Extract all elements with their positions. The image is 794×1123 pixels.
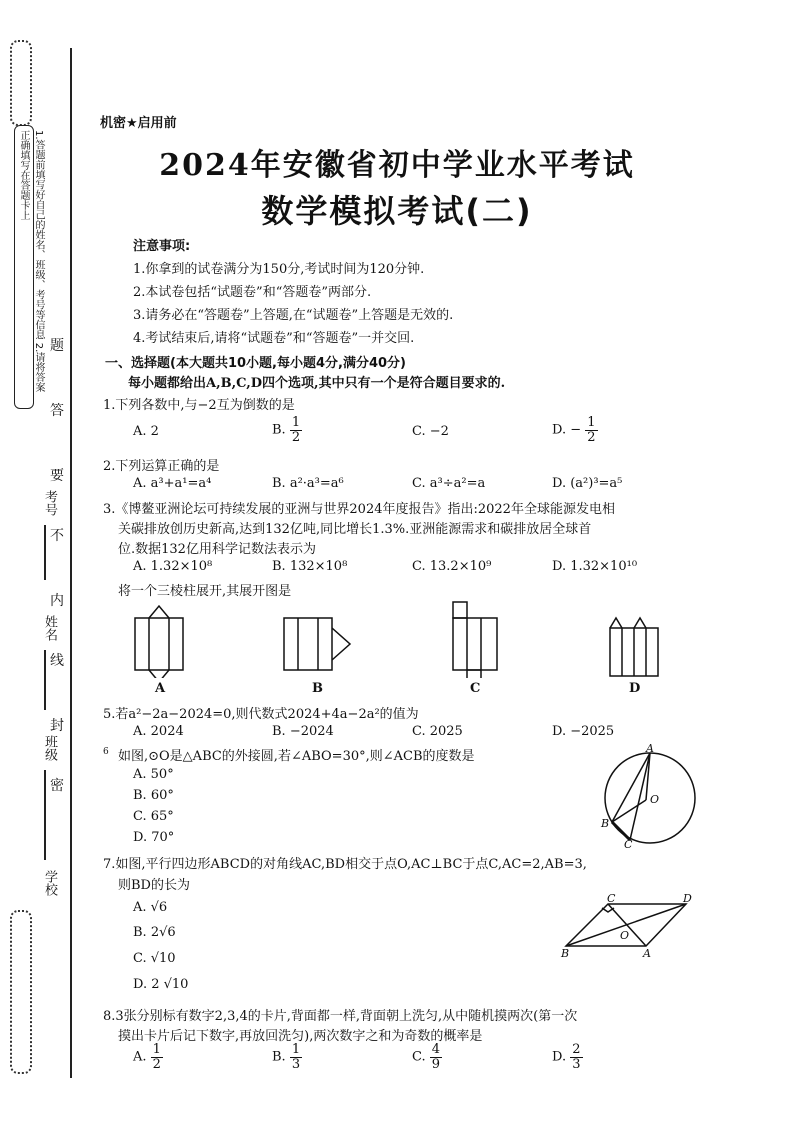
q8-option-d — [552, 1043, 583, 1071]
notice-item: 2.本试卷包括“试题卷”和“答题卷”两部分. — [133, 285, 372, 300]
denominator: 9 — [431, 1056, 441, 1072]
q2-option-a: A. a³+a¹=a⁴ — [133, 476, 212, 491]
prism-nets-figure — [0, 598, 794, 678]
q2-option-b: B. a²·a³=a⁶ — [272, 476, 344, 491]
q3-option-d: D. 1.32×10¹⁰ — [552, 559, 638, 574]
chain-decoration-top — [10, 40, 32, 126]
numerator: 1 — [291, 1042, 301, 1057]
net-label-d: D — [629, 681, 641, 696]
q8-option-c — [412, 1043, 442, 1071]
confidential-mark: 机密★启用前 — [100, 116, 177, 131]
net-b — [284, 618, 350, 670]
point-label: O — [650, 793, 660, 806]
question-6-stem: 如图,⊙O是△ABC的外接圆,若∠ABO=30°,则∠ACB的度数是 — [118, 749, 475, 764]
fraction — [570, 1043, 582, 1071]
question-1-stem: 1.下列各数中,与−2互为倒数的是 — [103, 398, 295, 413]
seal-char: 答 — [50, 403, 64, 419]
q1-option-d — [552, 416, 598, 444]
notice-item: 4.考试结束后,请将“试题卷”和“答题卷”一并交回. — [133, 331, 415, 346]
q5-option-b: B. −2024 — [272, 724, 334, 739]
question-8-stem: 8.3张分别标有数字2,3,4的卡片,背面都一样,背面朝上洗匀,从中随机摸两次(第一次 — [103, 1009, 578, 1024]
side-note: 1.答题前填写好自己的姓名、班级、考号等信息 2.请将答案正确填写在答题卡上 — [18, 130, 44, 393]
point-label: A — [643, 947, 651, 960]
notice-item: 1.你拿到的试卷满分为150分,考试时间为120分钟. — [133, 262, 425, 277]
question-3-stem: 3.《博鳌亚洲论坛可持续发展的亚洲与世界2024年度报告》指出:2022年全球能源发电相 — [103, 502, 615, 517]
seal-char: 不 — [50, 528, 64, 544]
parallelogram-figure — [558, 898, 708, 958]
q8-option-b — [272, 1043, 302, 1071]
q7-option-a: A. √6 — [133, 900, 168, 915]
point-label: D — [683, 892, 692, 905]
numerator: 2 — [572, 1042, 581, 1057]
q3-option-a: A. 1.32×10⁸ — [133, 559, 213, 574]
seal-char: 线 — [50, 653, 64, 669]
q8-option-a — [133, 1043, 163, 1071]
point-label: O — [620, 929, 630, 942]
q1-option-b — [272, 416, 302, 444]
notice-heading: 注意事项: — [133, 239, 191, 254]
q5-option-c: C. 2025 — [412, 724, 463, 739]
field-name: 姓名 — [42, 615, 57, 641]
numerator: 4 — [431, 1042, 441, 1057]
exam-subtitle: 数学模拟考试(二) — [261, 192, 533, 230]
net-a — [135, 606, 183, 678]
question-3-stem: 关碳排放创历史新高,达到132亿吨,同比增长1.3%.亚洲能源需求和碳排放居全球首 — [118, 522, 592, 537]
field-line — [44, 770, 46, 860]
question-3-stem: 位.数据132亿用科学记数法表示为 — [118, 542, 316, 557]
option-label: B. — [272, 422, 286, 438]
numerator: 1 — [291, 415, 301, 430]
option-label: C. — [412, 1049, 426, 1065]
option-label: D. — [552, 1049, 567, 1065]
point-label: C — [624, 838, 633, 851]
point-label: B — [601, 817, 610, 830]
q6-option-a: A. 50° — [133, 767, 174, 782]
q1-option-c: C. −2 — [412, 424, 449, 439]
seal-char: 封 — [50, 718, 64, 734]
q6-option-d: D. 70° — [133, 830, 175, 845]
numerator: 1 — [587, 415, 596, 430]
denominator: 3 — [572, 1056, 581, 1072]
net-d — [610, 618, 658, 676]
field-line — [44, 525, 46, 580]
q7-option-d: D. 2 √10 — [133, 977, 189, 992]
q3-option-b: B. 132×10⁸ — [272, 559, 348, 574]
seal-char: 密 — [50, 778, 64, 794]
fraction — [151, 1043, 163, 1071]
question-6-number: 6 — [103, 747, 109, 757]
fraction — [585, 416, 597, 444]
q5-option-d: D. −2025 — [552, 724, 615, 739]
q5-option-a: A. 2024 — [133, 724, 184, 739]
denominator: 2 — [152, 1056, 161, 1072]
net-c — [453, 602, 497, 678]
question-8-stem: 摸出卡片后记下数字,再放回洗匀),两次数字之和为奇数的概率是 — [118, 1029, 483, 1044]
net-label-b: B — [312, 681, 323, 696]
point-label: A — [646, 742, 654, 755]
exam-title: 2024年安徽省初中学业水平考试 — [159, 148, 635, 183]
seal-char: 题 — [50, 338, 64, 354]
option-label: A. — [133, 1049, 147, 1065]
chain-decoration-bottom — [10, 910, 32, 1074]
field-exam-number: 考号 — [42, 490, 57, 516]
point-label: C — [607, 892, 616, 905]
notice-item: 3.请务必在“答题卷”上答题,在“试题卷”上答题是无效的. — [133, 308, 454, 323]
q7-option-b: B. 2√6 — [133, 925, 176, 940]
field-class: 班级 — [42, 735, 57, 761]
section-title: 一、选择题(本大题共10小题,每小题4分,满分40分) — [105, 356, 406, 371]
net-label-c: C — [470, 681, 481, 696]
seal-char: 内 — [50, 593, 64, 609]
fraction — [290, 1043, 302, 1071]
option-label: B. — [272, 1049, 286, 1065]
q3-option-c: C. 13.2×10⁹ — [412, 559, 492, 574]
q1-option-a: A. 2 — [133, 424, 159, 439]
q6-option-b: B. 60° — [133, 788, 174, 803]
q2-option-c: C. a³÷a²=a — [412, 476, 486, 491]
denominator: 2 — [291, 429, 301, 445]
point-label: B — [561, 947, 570, 960]
net-label-a: A — [155, 681, 166, 696]
q6-option-c: C. 65° — [133, 809, 174, 824]
denominator: 3 — [291, 1056, 301, 1072]
denominator: 2 — [587, 429, 596, 445]
numerator: 1 — [152, 1042, 161, 1057]
q2-option-d: D. (a²)³=a⁵ — [552, 476, 623, 491]
question-7-stem: 7.如图,平行四边形ABCD的对角线AC,BD相交于点O,AC⊥BC于点C,AC=2,AB=3, — [103, 857, 587, 872]
question-5-stem: 5.若a²−2a−2024=0,则代数式2024+4a−2a²的值为 — [103, 707, 419, 722]
fraction — [290, 416, 302, 444]
seal-char: 要 — [50, 468, 64, 484]
q7-option-c: C. √10 — [133, 951, 176, 966]
question-7-stem: 则BD的长为 — [118, 878, 190, 893]
option-label: D. − — [552, 422, 582, 438]
fraction — [430, 1043, 442, 1071]
field-school: 学校 — [42, 870, 57, 896]
question-4-stem: 将一个三棱柱展开,其展开图是 — [118, 584, 292, 599]
question-2-stem: 2.下列运算正确的是 — [103, 459, 220, 474]
section-instruction: 每小题都给出A,B,C,D四个选项,其中只有一个是符合题目要求的. — [128, 376, 506, 391]
